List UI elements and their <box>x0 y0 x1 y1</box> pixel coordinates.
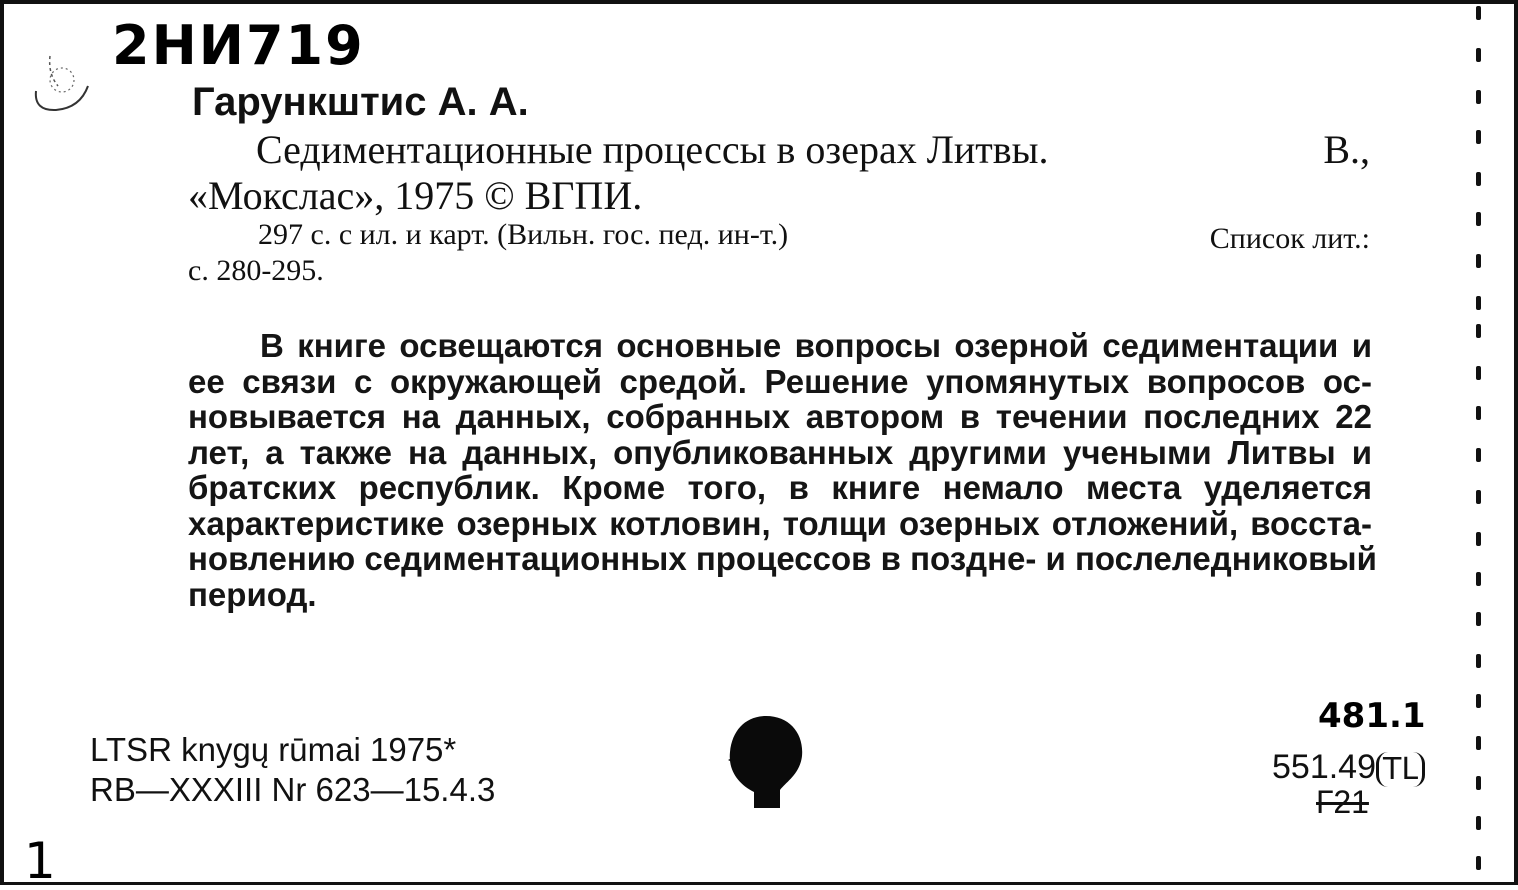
author: Гарункштис А. А. <box>192 80 529 124</box>
perforation-mark <box>1476 736 1481 750</box>
abstract-line: лет, а также на данных, опубликованных другими учеными Литвы и <box>188 433 1372 471</box>
library-stamp-icon <box>28 36 98 116</box>
perforation-mark <box>1476 296 1481 310</box>
publication-city: В., <box>1323 127 1370 172</box>
abstract-line: В книге освещаются основные вопросы озерной седиментации и <box>260 327 1372 364</box>
perforation-mark <box>1476 172 1481 186</box>
card-edge-perforations <box>1476 6 1482 876</box>
perforation-mark <box>1476 448 1481 462</box>
abstract <box>188 327 1377 613</box>
perforation-mark <box>1476 406 1481 420</box>
perforation-mark <box>1476 532 1481 546</box>
perforation-mark <box>1476 654 1481 668</box>
abstract-line: характеристике озерных котловин, толщи озерных отложений, восста- <box>188 504 1372 542</box>
perforation-mark <box>1476 366 1481 380</box>
title-line-2: «Мокслас», 1975 © ВГПИ. <box>188 173 643 218</box>
abstract-line: период. <box>188 575 317 613</box>
udc-handwritten-addition: TL <box>1376 752 1425 787</box>
perforation-mark <box>1476 612 1481 626</box>
perforation-mark <box>1476 48 1481 62</box>
abstract-line: новывается на данных, собранных автором в течении последних 22 <box>188 398 1372 435</box>
cutter-number: Г21 <box>1316 784 1369 820</box>
bibliography-label: Список лит.: <box>1209 222 1370 255</box>
perforation-mark <box>1476 90 1481 104</box>
title-line-1: Седиментационные процессы в озерах Литвы. <box>256 127 1049 172</box>
registry-line-1: LTSR knygų rūmai 1975* <box>90 731 457 768</box>
abstract-line: новлению седиментационных процессов в поздне- и послеледниковый <box>188 540 1377 577</box>
perforation-mark <box>1476 572 1481 586</box>
handwritten-code: 481.1 <box>1318 696 1426 736</box>
chamber-emblem-icon <box>724 712 808 812</box>
perforation-mark <box>1476 856 1481 870</box>
perforation-mark <box>1476 324 1481 338</box>
bibliography-pages: с. 280-295. <box>188 254 324 287</box>
perforation-mark <box>1476 212 1481 226</box>
udc-index: 551.49 <box>1272 748 1376 786</box>
registry-info <box>90 730 495 810</box>
perforation-mark <box>1476 816 1481 830</box>
perforation-mark <box>1476 490 1481 504</box>
abstract-line: братских республик. Кроме того, в книге немало места уделяется <box>188 469 1372 506</box>
perforation-mark <box>1476 254 1481 268</box>
perforation-mark <box>1476 6 1481 20</box>
perforation-mark <box>1476 130 1481 144</box>
perforation-mark <box>1476 694 1481 708</box>
corner-handwritten-mark: 1 <box>24 832 56 890</box>
registry-line-2: RB—XXXIII Nr 623—15.4.3 <box>90 771 496 808</box>
abstract-line: ее связи с окружающей средой. Решение упомянутых вопросов ос- <box>188 362 1372 400</box>
physical-description: 297 с. с ил. и карт. (Вильн. гос. пед. ин-т.) <box>258 218 789 251</box>
accession-number-handwritten: 2НИ719 <box>112 14 365 77</box>
perforation-mark <box>1476 776 1481 790</box>
